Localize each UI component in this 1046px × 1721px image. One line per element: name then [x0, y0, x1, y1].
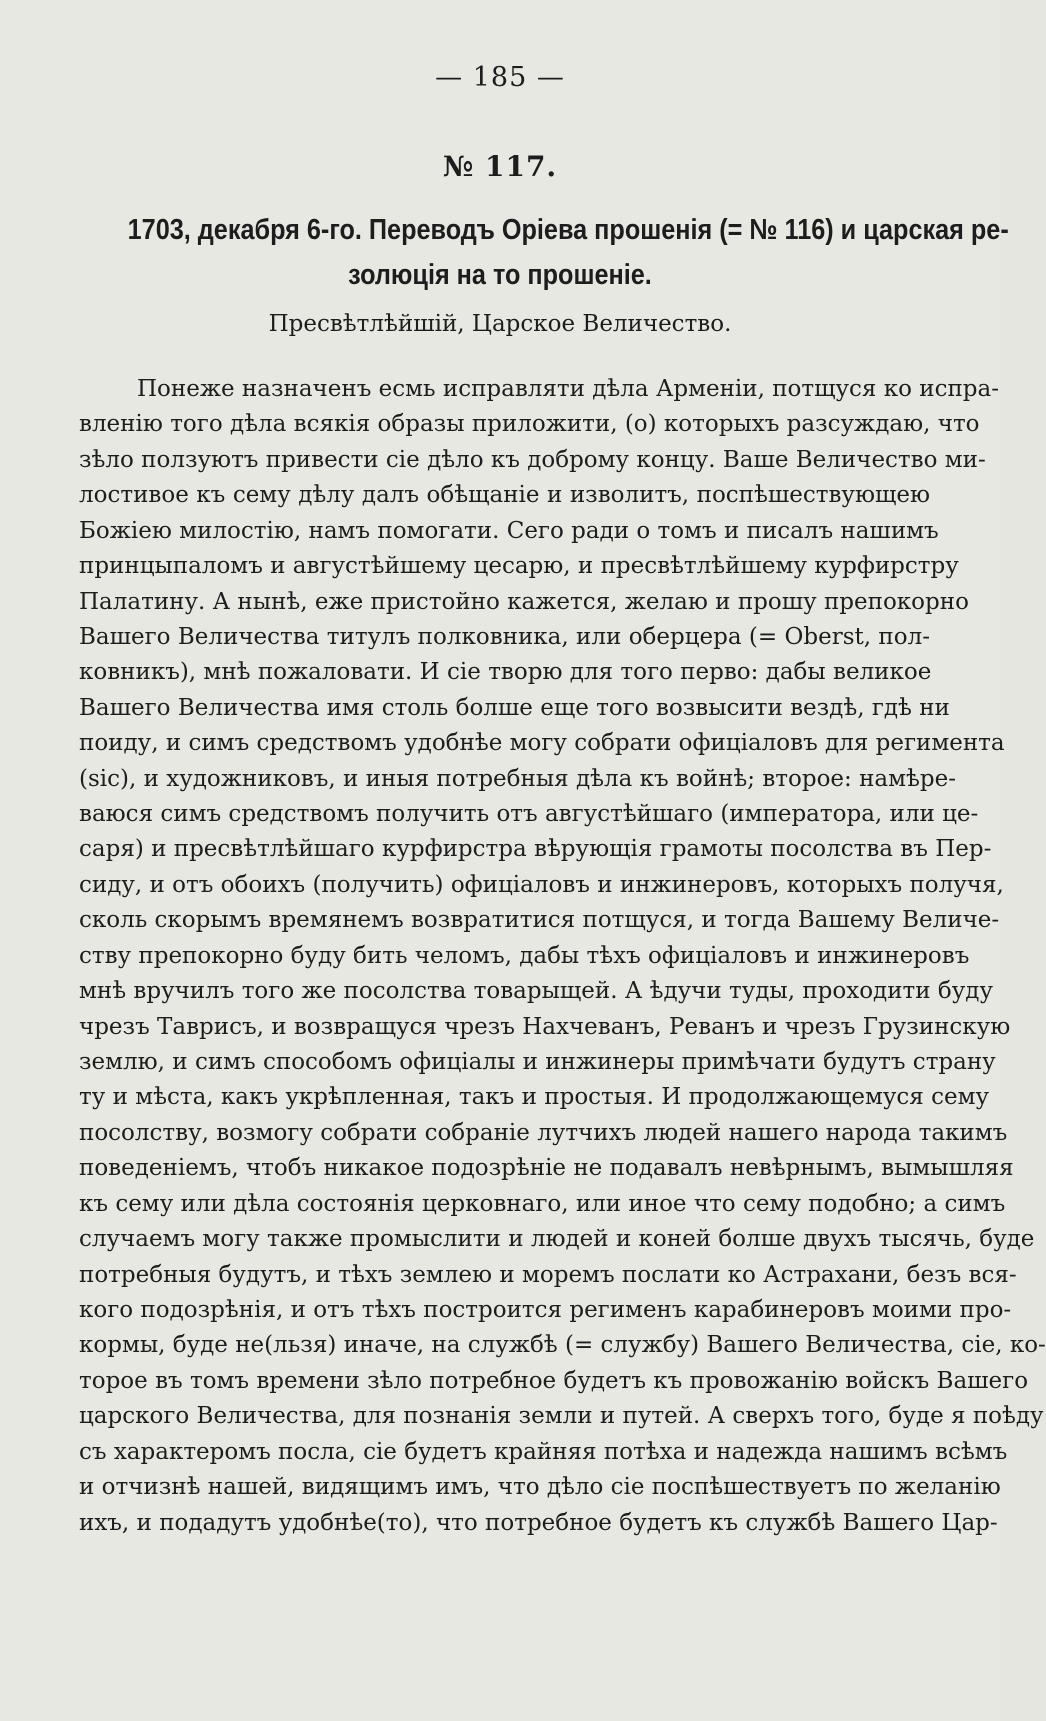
body-line: Вашего Величества титулъ полковника, или оберцера (= Oberst, пол-: [79, 623, 930, 650]
body-line: поиду, и симъ средствомъ удобнѣе могу собрати офиціаловъ для регимента: [79, 730, 1005, 757]
body-line: потребныя будутъ, и тѣхъ землею и моремъ послати ко Астрахани, безъ вся-: [79, 1261, 1017, 1288]
body-line: съ характеромъ посла, сіе будетъ крайняя потѣха и надежда нашимъ всѣмъ: [79, 1438, 1008, 1465]
body-line: вленію того дѣла всякія образы приложити, (о) которыхъ разсуждаю, что: [79, 411, 980, 438]
body-line: посолству, возмогу собрати собраніе лутчихъ людей нашего народа такимъ: [79, 1119, 1008, 1146]
body-line: сколь скорымъ времянемъ возвратитися потщуся, и тогда Вашему Величе-: [79, 907, 1000, 934]
body-line: и отчизнѣ нашей, видящимъ имъ, что дѣло сіе поспѣшествуетъ по желанію: [79, 1474, 1001, 1501]
body-line: Вашего Величества имя столь болше еще того возвысити вездѣ, гдѣ ни: [79, 694, 950, 721]
body-line: ту и мѣста, какъ укрѣпленная, такъ и простыя. И продолжающемуся сему: [79, 1084, 990, 1111]
page-number: — 185 —: [435, 62, 565, 93]
body-line: лостивое къ сему дѣлу далъ обѣщаніе и изволитъ, поспѣшествующею: [79, 482, 930, 509]
body-line: поведеніемъ, чтобъ никакое подозрѣніе не подавалъ невѣрнымъ, вымышляя: [79, 1155, 1014, 1182]
body-line: (sic), и художниковъ, и иныя потребныя дѣла къ войнѣ; второе: намѣре-: [79, 765, 957, 792]
body-line: ству препокорно буду бить челомъ, дабы тѣхъ офиціаловъ и инжинеровъ: [79, 942, 970, 969]
body-line: саря) и пресвѣтлѣйшаго курфирстра вѣрующія грамоты посолства въ Пер-: [79, 836, 992, 863]
body-line: ковникъ), мнѣ пожаловати. И сіе творю для того перво: дабы великое: [79, 659, 932, 686]
heading-line: 1703, декабря 6-го. Переводъ Оріева прошенія (= № 116) и царская ре-: [127, 214, 1009, 246]
body-line: принцыпаломъ и августѣйшему цесарю, и пресвѣтлѣйшему курфирстру: [79, 553, 959, 580]
body-line: ихъ, и подадутъ удобнѣе(то), что потребное будетъ къ службѣ Вашего Цар-: [79, 1509, 998, 1536]
body-line: чрезъ Таврисъ, и возвращуся чрезъ Нахчеванъ, Реванъ и чрезъ Грузинскую: [79, 1013, 1011, 1040]
body-line: къ сему или дѣла состоянія церковнаго, или иное что сему подобно; а симъ: [79, 1190, 1006, 1217]
body-line: зѣло ползуютъ привести сіе дѣло къ доброму концу. Ваше Величество ми-: [79, 446, 986, 473]
salutation: Пресвѣтлѣйшій, Царское Величество.: [268, 311, 732, 337]
document-heading: [127, 208, 1009, 298]
document-number: № 117.: [442, 150, 558, 183]
body-line: кормы, буде не(льзя) иначе, на службѣ (= службу) Вашего Величества, сіе, ко-: [79, 1332, 1046, 1359]
heading-line: золюція на то прошеніе.: [348, 259, 652, 291]
body-line: кого подозрѣнія, и отъ тѣхъ построится регименъ карабинеровъ моими про-: [79, 1296, 1012, 1323]
body-line: царского Величества, для познанія земли и путей. А сверхъ того, буде я поѣду: [79, 1403, 1044, 1430]
body-text: [79, 372, 1046, 1541]
body-line: торое въ томъ времени зѣло потребное будетъ къ провожанію войскъ Вашего: [79, 1367, 1029, 1394]
body-line: землю, и симъ способомъ офиціалы и инжинеры примѣчати будутъ страну: [79, 1049, 996, 1076]
body-line: сиду, и отъ обоихъ (получить) офиціаловъ и инжинеровъ, которыхъ получя,: [79, 871, 1004, 898]
body-line: Божіею милостію, намъ помогати. Сего ради о томъ и писалъ нашимъ: [79, 517, 939, 544]
body-line: мнѣ вручилъ того же посолства товарыщей. А ѣдучи туды, проходити буду: [79, 978, 993, 1005]
body-line: случаемъ могу также промыслити и людей и коней болше двухъ тысячь, буде: [79, 1226, 1035, 1253]
body-line: Палатину. А нынѣ, еже пристойно кажется, желаю и прошу препокорно: [79, 588, 969, 615]
body-line: Понеже назначенъ есмь исправляти дѣла Арменіи, потщуся ко испра-: [137, 376, 1000, 402]
body-line: ваюся симъ средствомъ получить отъ августѣйшаго (императора, или це-: [79, 801, 979, 828]
